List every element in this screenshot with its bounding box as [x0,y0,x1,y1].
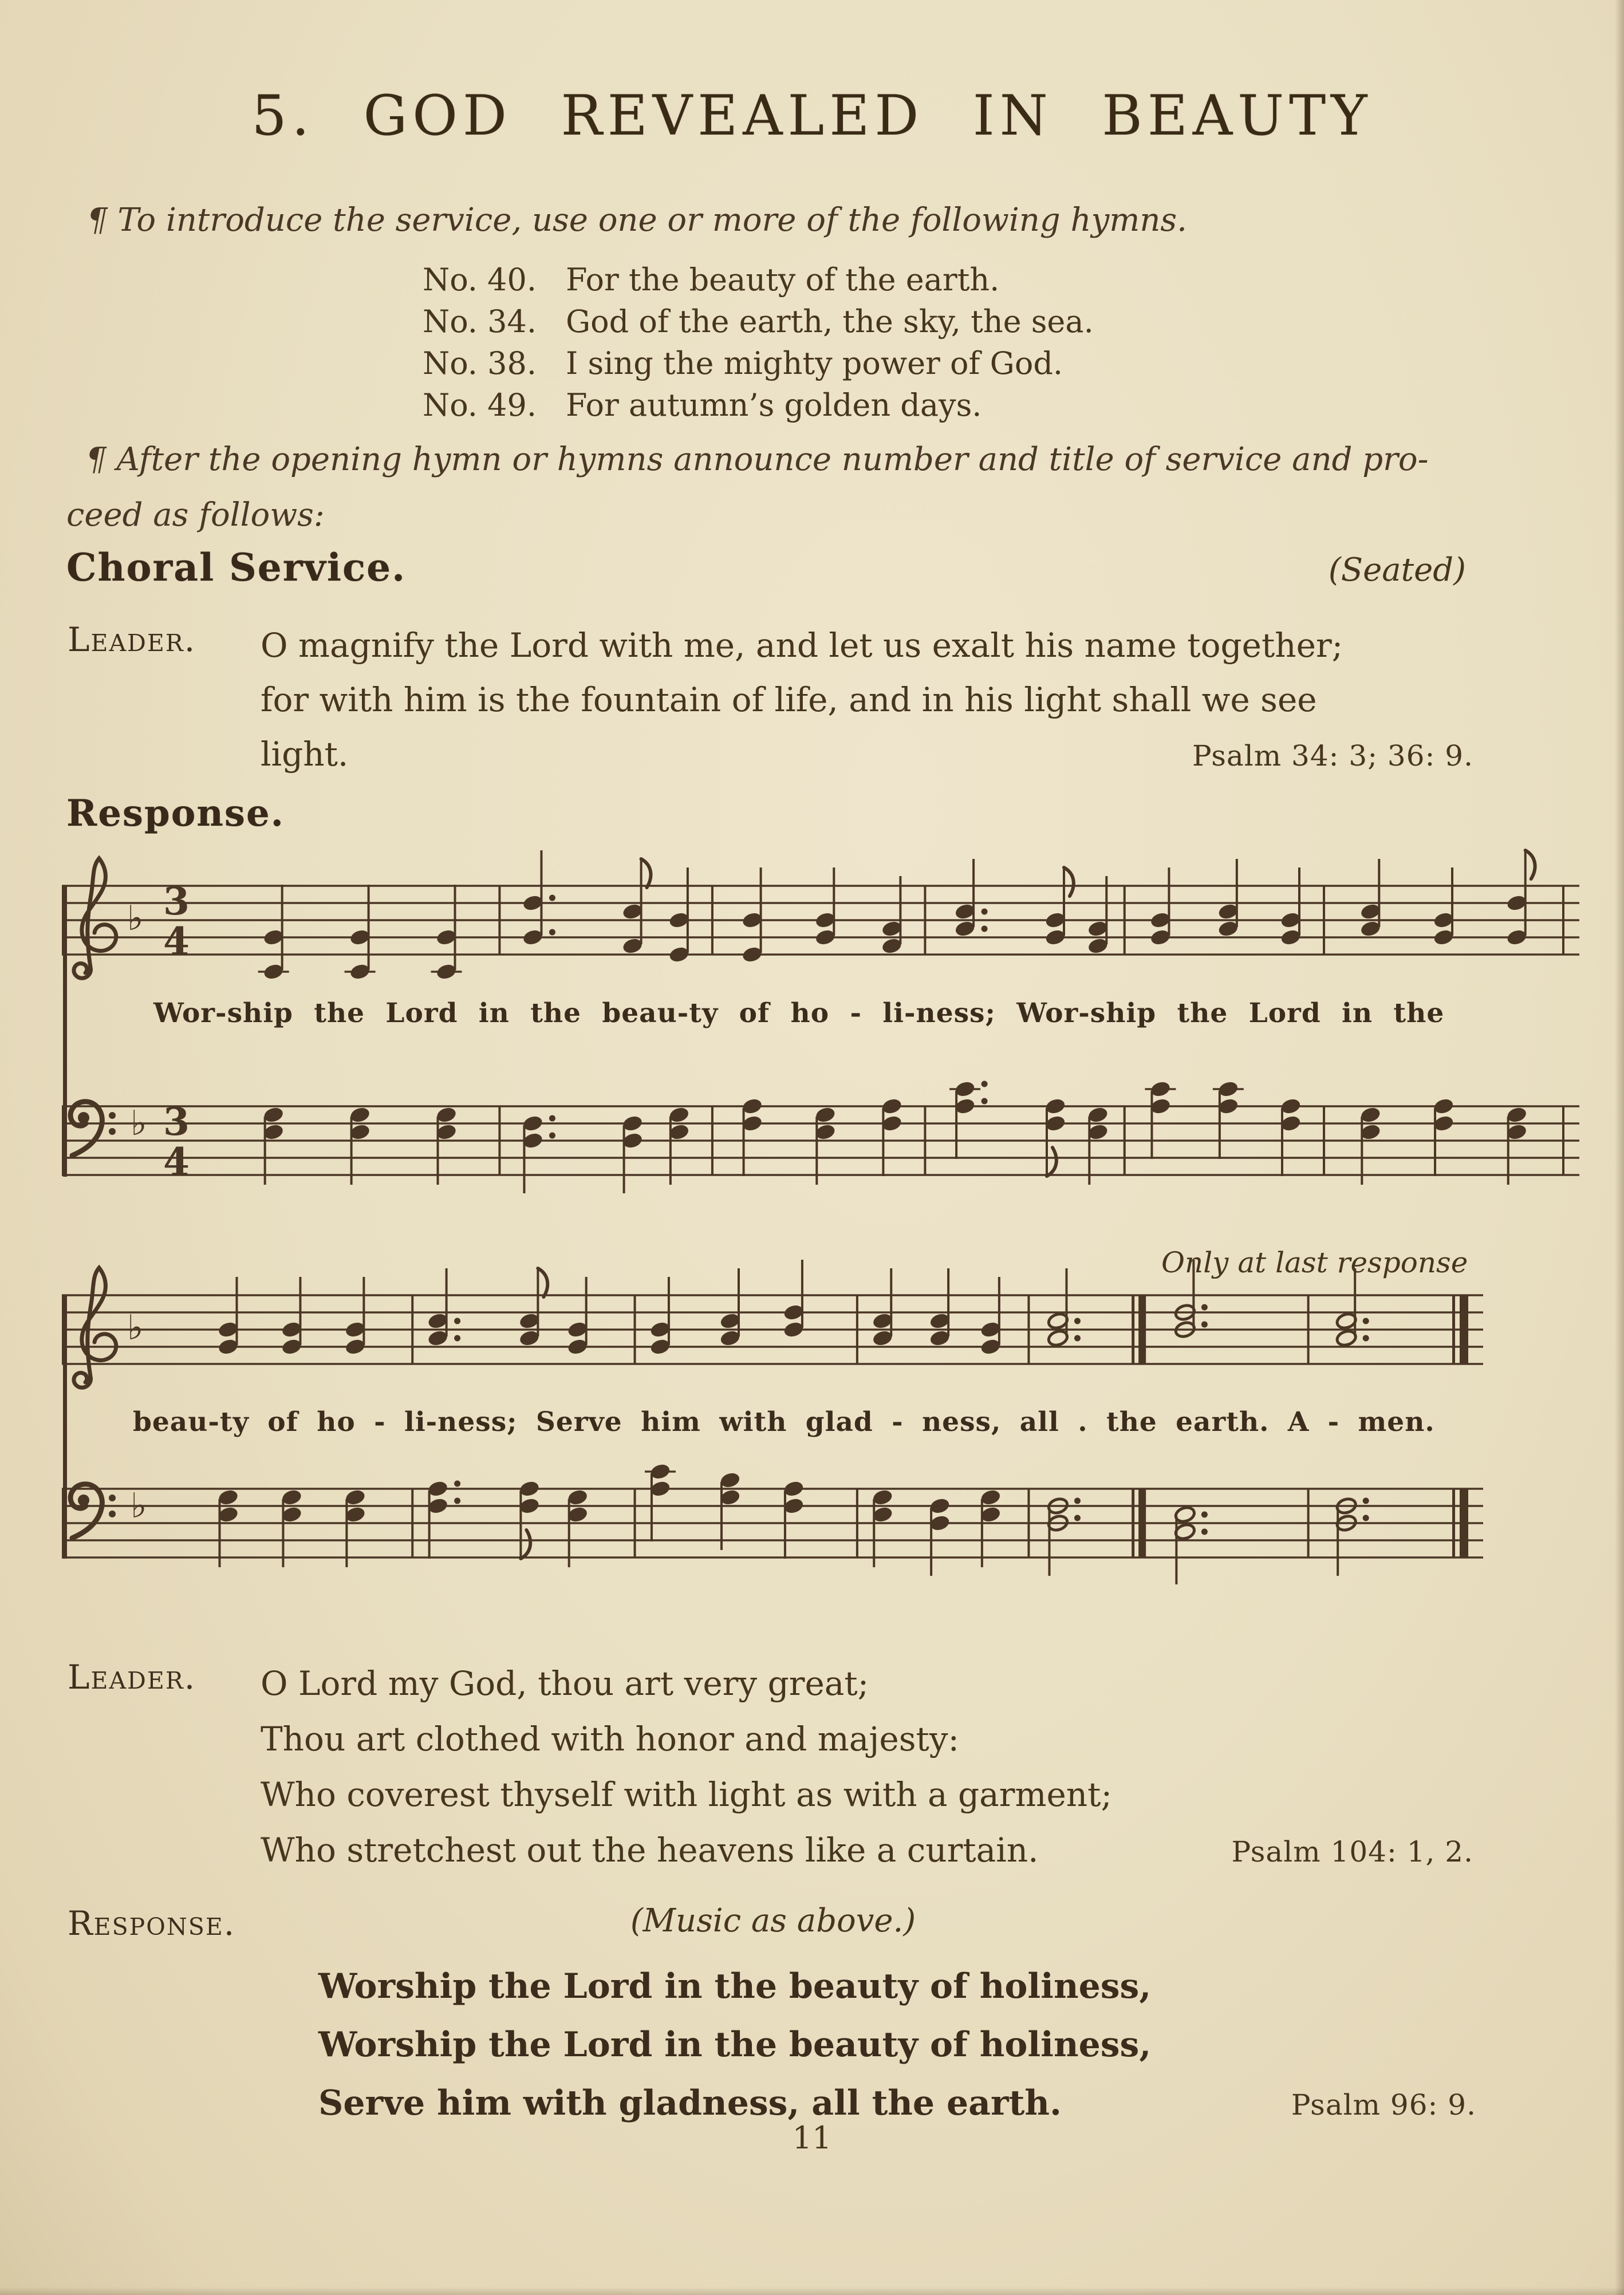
hymn-title: I sing the mighty power of God. [566,345,1063,381]
treble-staff-system-1 [62,817,1579,1009]
bass-staff-system-2 [62,1420,1483,1612]
leader-line: Who coverest thyself with light as with a garment; [261,1775,1113,1814]
hymn-number: No. 38. [423,345,537,381]
svg-text:3: 3 [163,879,190,924]
hymn-row [423,259,1094,301]
lyrics-line-2: beau-ty of ho - li-ness; Serve him with glad - ness, all . the earth. A - men. [133,1406,1435,1438]
leader-line-with-citation [261,1823,1473,1880]
leader-label: Leader. [68,620,196,659]
bass-staff-system-1 [62,1038,1579,1229]
rubric-after-line2: ceed as follows: [66,496,325,534]
response-line: Serve him with gladness, all the earth. [318,2083,1062,2123]
scripture-citation: Psalm 96: 9. [1291,2088,1476,2122]
page-title: 5. GOD REVEALED IN BEAUTY [251,84,1373,148]
hymn-number: No. 34. [423,303,537,340]
scripture-citation: Psalm 104: 1, 2. [1231,1835,1473,1868]
leader-line: O Lord my God, thou art very great; [261,1664,869,1703]
response-heading: Response. [66,792,285,835]
hymn-title: God of the earth, the sky, the sea. [566,303,1094,340]
leader-line: Thou art clothed with honor and majesty: [261,1720,960,1758]
choral-service-heading: Choral Service. [66,545,407,590]
leader-text [261,1656,1473,1880]
leader-text [261,618,1473,783]
leader-line: Who stretchest out the heavens like a curtain. [261,1831,1039,1870]
svg-text:♭: ♭ [131,1103,147,1143]
leader-line: light. [261,735,349,774]
page-edge-shadow [1615,0,1624,2295]
rubric-intro: ¶ To introduce the service, use one or more of the following hymns. [87,202,1187,239]
response-label: Response. [68,1904,236,1943]
svg-text:4: 4 [163,919,190,964]
svg-text:3: 3 [163,1099,190,1144]
hymn-row [423,342,1094,384]
lyrics-line-1: Wor-ship the Lord in the beau-ty of ho - li-ness; Wor-ship the Lord in the [153,997,1445,1029]
page-edge-shadow [0,2287,1624,2295]
music-as-above-note: (Music as above.) [630,1902,916,1939]
treble-staff-system-2 [62,1227,1483,1418]
leader-line: O magnify the Lord with me, and let us exalt his name together; [261,626,1343,665]
svg-text:4: 4 [163,1139,190,1184]
hymn-row [423,384,1094,426]
svg-text:♭: ♭ [131,1486,147,1526]
hymn-title: For the beauty of the earth. [566,262,1000,298]
leader-label: Leader. [68,1658,196,1697]
stage-direction-seated: (Seated) [1328,551,1466,589]
response-line: Worship the Lord in the beauty of holiness, [318,2025,1152,2065]
response-line: Worship the Lord in the beauty of holiness, [318,1966,1152,2006]
leader-line-with-citation [261,727,1473,783]
music-annotation: Only at last response [1161,1246,1468,1279]
choral-service-row [66,545,1466,590]
svg-text:♭: ♭ [127,1308,144,1348]
page-number: 11 [792,2120,832,2156]
hymn-list [423,259,1094,426]
response-text [318,1957,1476,2134]
scripture-citation: Psalm 34: 3; 36: 9. [1192,739,1473,772]
leader-line: for with him is the fountain of life, and in his light shall we see [261,680,1317,719]
hymn-number: No. 49. [423,387,537,423]
hymn-title: For autumn’s golden days. [566,387,982,423]
hymn-number: No. 40. [423,262,537,298]
rubric-after-line1: ¶ After the opening hymn or hymns announce number and title of service and pro- [86,441,1429,478]
svg-text:♭: ♭ [127,898,144,938]
hymn-row [423,301,1094,342]
